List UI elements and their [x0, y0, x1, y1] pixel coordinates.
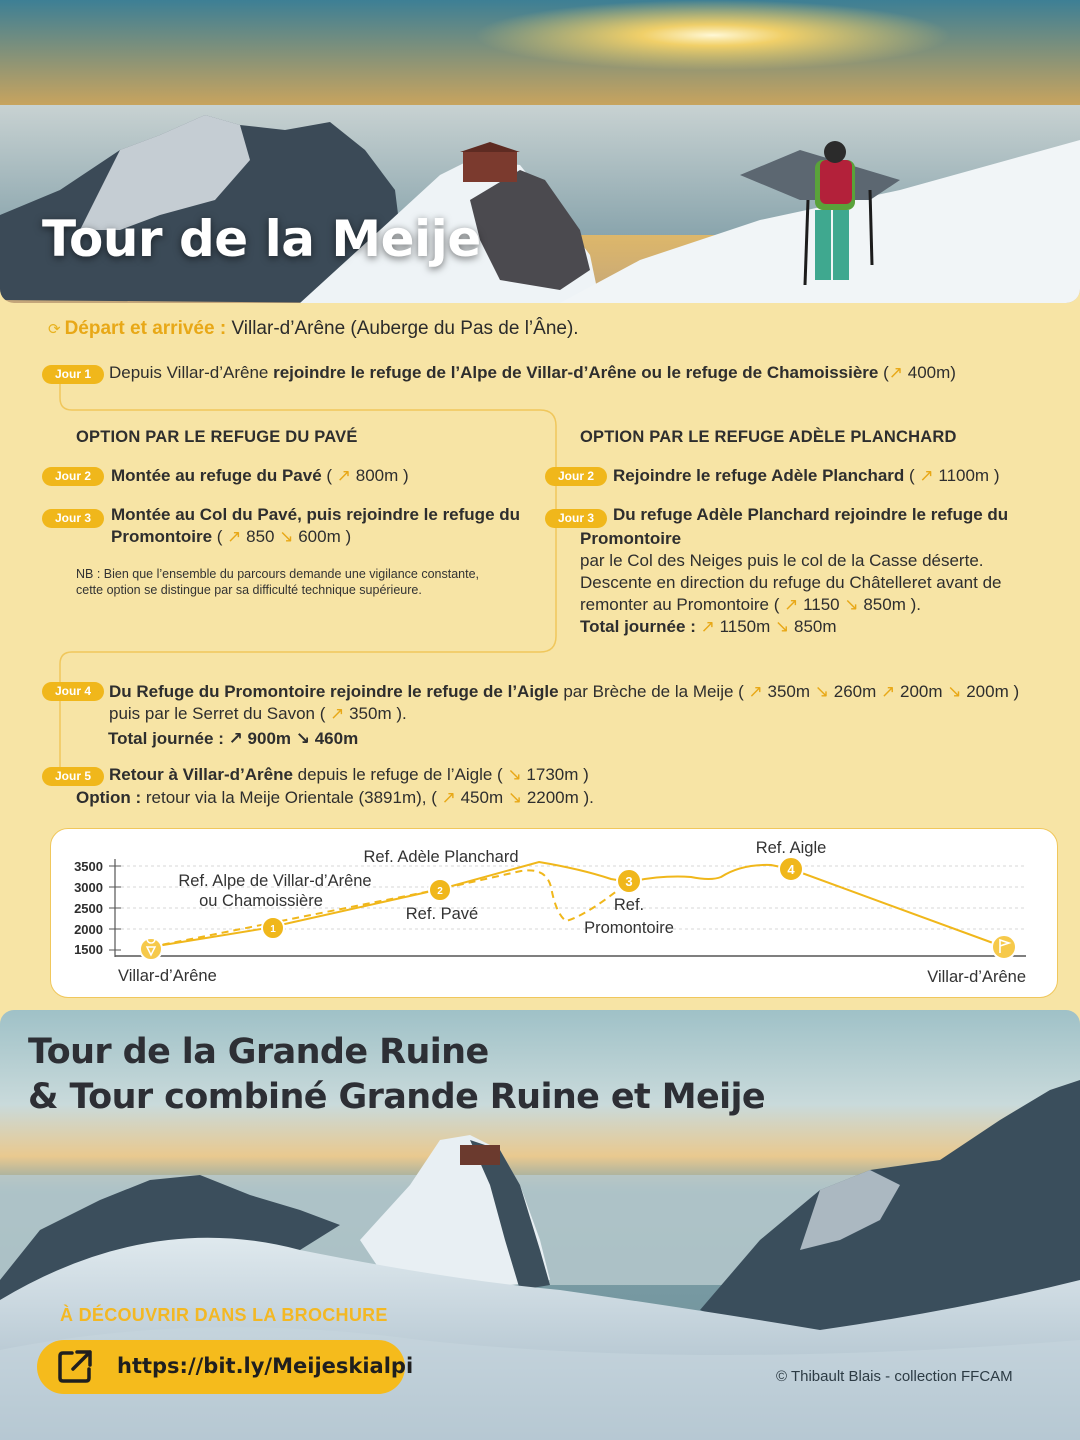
marker-1 — [262, 917, 284, 939]
start-pin-icon — [140, 935, 162, 960]
brochure-link-button[interactable] — [37, 1340, 414, 1394]
right-day2-text: Rejoindre le refuge Adèle Planchard ( ↗ 1100m ) — [613, 466, 1000, 485]
y-tick-1500: 1500 — [74, 942, 103, 957]
label-adele: Ref. Adèle Planchard — [363, 848, 519, 866]
day4-text: Du Refuge du Promontoire rejoindre le refuge de l’Aigle par Brèche de la Meije ( ↗ 350m ↘ 260m ↗ 200m ↘ 200m ) puis par le Serret du Savon ( ↗ 350m ). — [109, 682, 1020, 723]
label-pave: Ref. Pavé — [405, 905, 479, 923]
section-title: Tour de la Grande Ruine & Tour combiné Grande Ruine et Meije — [28, 1032, 766, 1117]
left-note: NB : Bien que l’ensemble du parcours demande une vigilance constante, cette option se distingue par sa difficulté technique supérieure. — [76, 567, 480, 597]
discover-label: À DÉCOUVRIR DANS LA BROCHURE — [60, 1305, 388, 1325]
label-alpe-2: ou Chamoissière — [199, 892, 323, 910]
option-right-heading: OPTION PAR LE REFUGE ADÈLE PLANCHARD — [580, 428, 957, 446]
start-finish-line — [48, 318, 579, 340]
elevation-profile — [50, 828, 1058, 998]
left-day3-badge: Jour 3 — [42, 509, 104, 528]
svg-text:3: 3 — [625, 874, 633, 889]
svg-text:4: 4 — [787, 862, 795, 877]
right-day2-badge: Jour 2 — [545, 467, 607, 486]
svg-text:2: 2 — [437, 886, 443, 897]
left-day2-badge: Jour 2 — [42, 467, 104, 486]
marker-3 — [617, 869, 641, 893]
day5-badge: Jour 5 — [42, 767, 104, 786]
y-tick-2000: 2000 — [74, 922, 103, 937]
marker-2 — [429, 879, 451, 901]
brochure-link-text[interactable]: https://bit.ly/Meijeskialpi — [117, 1354, 414, 1378]
finish-flag-icon — [992, 935, 1016, 959]
label-promontoire-1: Ref. — [613, 896, 645, 914]
external-link-icon — [57, 1349, 93, 1385]
option-left-heading: OPTION PAR LE REFUGE DU PAVÉ — [76, 428, 358, 446]
loop-icon: ⟳ — [48, 321, 61, 338]
page-title: Tour de la Meije — [42, 210, 481, 268]
label-end: Villar-d’Arêne — [927, 968, 1026, 986]
marker-4 — [779, 857, 803, 881]
svg-text:1: 1 — [270, 924, 276, 935]
right-day3-badge: Jour 3 — [545, 509, 607, 528]
right-day3-text: Promontoire par le Col des Neiges puis le col de la Casse déserte. Descente en direction du refuge du Châtelleret avant de remonter au Promontoire ( ↗ 1150 ↘ 850m ). Total journée : ↗ 1150m ↘ 850m — [580, 529, 1002, 636]
right-day3-title: Du refuge Adèle Planchard rejoindre le refuge du — [613, 505, 1009, 524]
label-promontoire-2: Promontoire — [584, 919, 674, 937]
y-tick-3500: 3500 — [74, 859, 103, 874]
hero-image-top — [0, 0, 1080, 303]
day1-badge: Jour 1 — [42, 365, 104, 384]
day1-text: Depuis Villar-d’Arêne rejoindre le refuge de l’Alpe de Villar-d’Arêne ou le refuge de Chamoissière (↗ 400m) — [109, 363, 956, 382]
label-start: Villar-d’Arêne — [118, 967, 217, 985]
left-day2-text: Montée au refuge du Pavé ( ↗ 800m ) — [111, 466, 409, 485]
day5-text: Retour à Villar-d’Arêne depuis le refuge de l’Aigle ( ↘ 1730m ) — [109, 765, 589, 784]
label-aigle: Ref. Aigle — [755, 839, 827, 857]
day5-option: Option : retour via la Meije Orientale (3891m), ( ↗ 450m ↘ 2200m ). — [76, 788, 594, 807]
left-day3-text: Montée au Col du Pavé, puis rejoindre le refuge du Promontoire ( ↗ 850 ↘ 600m ) — [111, 505, 521, 546]
start-label: Départ et arrivée : — [64, 318, 227, 339]
y-tick-3000: 3000 — [74, 880, 103, 895]
label-alpe-1: Ref. Alpe de Villar-d’Arêne — [178, 872, 372, 890]
day4-total: Total journée : ↗ 900m ↘ 460m — [108, 729, 359, 748]
y-tick-2500: 2500 — [74, 901, 103, 916]
start-value: Villar-d’Arêne (Auberge du Pas de l’Âne). — [231, 318, 579, 339]
day4-badge: Jour 4 — [42, 682, 104, 701]
photo-credit: © Thibault Blais - collection FFCAM — [776, 1368, 1013, 1385]
